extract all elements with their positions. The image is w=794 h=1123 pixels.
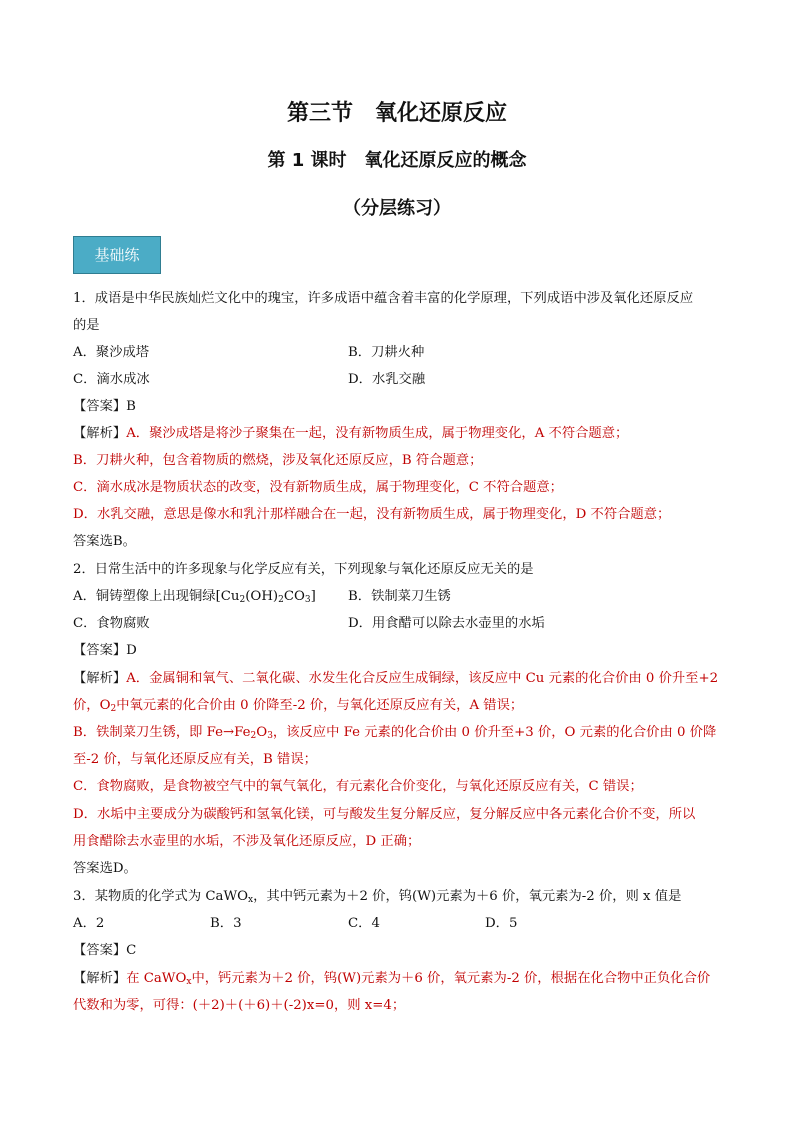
q1-stem-line2: 的是 [73,318,100,333]
q3-option-a: A．2 [73,916,105,931]
lesson-subtitle: 第 1 课时 氧化还原反应的概念 [267,150,527,171]
q2-analysis-line2: 价，$O_2$中氧元素的化合价由 0 价降至-2 价，与氧化还原反应有关，A 错误； [73,698,524,714]
q2-stem: 2．日常生活中的许多现象与化学反应有关，下列现象与氧化还原反应无关的是 [73,562,534,577]
q1-conclusion: 答案选B。 [73,534,136,549]
q1-analysis-line1 [73,425,628,443]
analysis-label: 【解析】 [73,671,127,686]
analysis-label: 【解析】 [73,426,127,441]
q2-analysis-line4: 至-2 价，与氧化还原反应有关，B 错误； [73,752,317,767]
q2-analysis-line1 [73,670,718,688]
q3-option-b: B．3 [210,916,242,931]
q3-answer: 【答案】C [73,943,137,958]
q1-option-b: B．刀耕火种 [348,345,425,360]
q3-option-c: C．4 [348,916,380,931]
q3-stem: 3．某物质的化学式为 CaWO$_x$，其中钙元素为＋2 价，钨(W)元素为＋6 价，氧元素为-2 价，则 x 值是 [73,889,682,905]
q1-option-c: C．滴水成冰 [73,372,150,387]
page-title: 第三节 氧化还原反应 [286,101,507,126]
q2-analysis-line3: B．铁制菜刀生锈，即 $Fe\to Fe_2O_3$，该反应中 Fe 元素的化合价由 0 价升至+3 价，O 元素的化合价由 0 价降 [73,725,717,741]
q1-option-a: A．聚沙成塔 [73,345,150,360]
q2-analysis-line5: C．食物腐败，是食物被空气中的氧气氧化，有元素化合价变化，与氧化还原反应有关，C 错误； [73,779,643,794]
analysis-text: A．聚沙成塔是将沙子聚集在一起，没有新物质生成，属于物理变化，A 不符合题意； [126,426,629,441]
q2-option-c: C．食物腐败 [73,616,150,631]
q3-analysis-line1 [73,970,710,988]
q2-analysis-line7: 用食醋除去水壶里的水垢，不涉及氧化还原反应，D 正确； [73,834,421,849]
exercise-note: （分层练习） [343,198,451,219]
q3-analysis-line2: 代数和为零，可得：(＋2)＋(＋6)＋(-2)x=0，则 x=4； [73,998,406,1013]
q2-option-d: D．用食醋可以除去水壶里的水垢 [348,616,545,631]
q2-analysis-line6: D．水垢中主要成分为碳酸钙和氢氧化镁，可与酸发生复分解反应，复分解反应中各元素化合价不变，所以 [73,807,696,822]
q1-option-d: D．水乳交融 [348,372,426,387]
q1-stem-line1: 1．成语是中华民族灿烂文化中的瑰宝，许多成语中蕴含着丰富的化学原理，下列成语中涉及氧化还原反应 [73,291,694,306]
section-tag: 基础练 [73,236,161,274]
q1-analysis-line4: D．水乳交融，意思是像水和乳汁那样融合在一起，没有新物质生成，属于物理变化，D 不符合题意； [73,507,671,522]
analysis-text: A．金属铜和氧气、二氧化碳、水发生化合反应生成铜绿，该反应中 Cu 元素的化合价由 0 价升至+2 [126,671,719,686]
q1-analysis-line2: B．刀耕火种，包含着物质的燃烧，涉及氧化还原反应，B 符合题意； [73,453,483,468]
q2-option-a: A．铜铸塑像上出现铜绿$[Cu_2(OH)_2CO_3]$ [73,589,316,605]
q2-answer: 【答案】D [73,643,137,658]
analysis-label: 【解析】 [73,971,127,986]
q2-option-b: B．铁制菜刀生锈 [348,589,451,604]
q1-analysis-line3: C．滴水成冰是物质状态的改变，没有新物质生成，属于物理变化，C 不符合题意； [73,480,563,495]
q1-answer: 【答案】B [73,399,136,414]
analysis-text: 在 CaWO$_x$中，钙元素为＋2 价，钨(W)元素为＋6 价，氧元素为-2 价，根据在化合物中正负化合价 [126,971,711,987]
q2-conclusion: 答案选D。 [73,861,137,876]
q3-option-d: D．5 [485,916,518,931]
